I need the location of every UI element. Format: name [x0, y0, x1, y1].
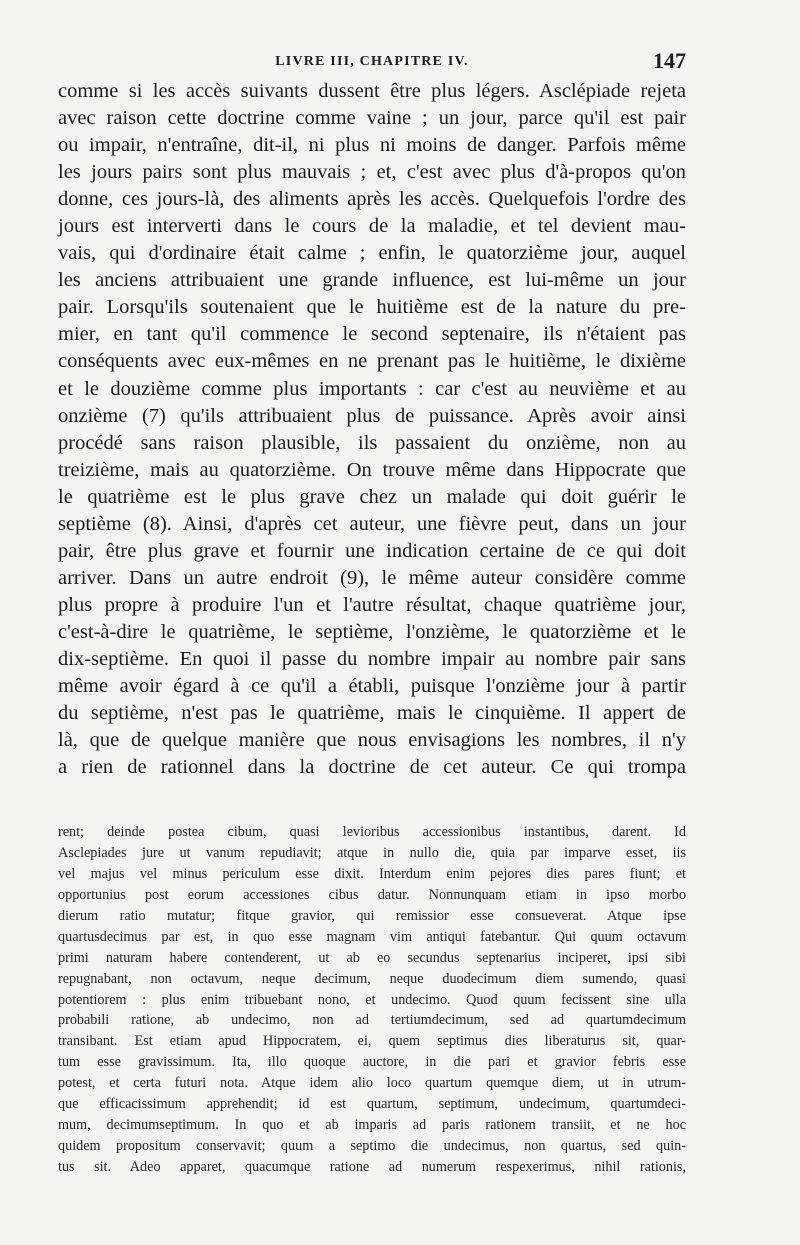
page-number: 147 — [653, 48, 686, 73]
footnote-line: opportunius post eorum accessiones cibus datur. Nonnunquam etiam in ipso morbo — [58, 886, 686, 903]
text-line: septième (8). Ainsi, d'après cet auteur, une fièvre peut, dans un jour — [58, 512, 686, 535]
running-head: LIVRE III, CHAPITRE IV. — [275, 54, 469, 69]
footnote-line: quartusdecimus par est, in quo esse magnam vim antiqui fatebantur. Qui quum octavum — [58, 928, 686, 945]
latin-footnotes — [58, 822, 686, 1178]
text-line: c'est-à-dire le quatrième, le septième, l'onzième, le quatorzième et le — [58, 620, 686, 643]
footnote-line: potentiorem : plus enim tribuebant nono, et undecimo. Quod quum fecissent sine ulla — [58, 991, 686, 1008]
text-line: a rien de rationnel dans la doctrine de cet auteur. Ce qui trompa — [58, 756, 686, 779]
text-line: jours est interverti dans le cours de la maladie, et tel devient mau- — [58, 215, 686, 238]
footnote-line: potest, et certa futuri nota. Atque idem alio loco quartum quemque diem, ut in utrum- — [58, 1075, 686, 1092]
main-text-body — [58, 78, 686, 781]
text-line: comme si les accès suivants dussent être plus légers. Asclépiade rejeta — [58, 80, 686, 102]
text-line: arriver. Dans un autre endroit (9), le même auteur considère comme — [58, 566, 686, 589]
text-line: conséquents avec eux-mêmes en ne prenant pas le huitième, le dixième — [58, 350, 686, 373]
text-line: plus propre à produire l'un et l'autre résultat, chaque quatrième jour, — [58, 593, 686, 616]
footnote-line: vel majus vel minus periculum esse dixit. Interdum enim pejores dies pares fiunt; et — [58, 865, 686, 882]
text-line: là, que de quelque manière que nous envisagions les nombres, il n'y — [58, 729, 686, 752]
footnote-line: mum, decimumseptimum. In quo et ab imparis ad paris rationem transiit, et ne hoc — [58, 1117, 686, 1134]
text-line: le quatrième est le plus grave chez un malade qui doit guérir le — [58, 485, 686, 508]
text-line: treizième, mais au quatorzième. On trouve même dans Hippocrate que — [58, 458, 686, 481]
text-line: pair. Lorsqu'ils soutenaient que le huitième est de la nature du pre- — [58, 296, 686, 319]
text-line: les anciens attribuaient une grande influence, est lui-même un jour — [58, 269, 686, 292]
text-line: pair, être plus grave et fournir une indication certaine de ce qui doit — [58, 539, 686, 562]
text-line: procédé sans raison plausible, ils passaient du onzième, non au — [58, 431, 686, 454]
footnote-line: tus sit. Adeo apparet, quacumque ratione ad numerum respexerimus, nihil rationis, — [58, 1159, 686, 1175]
text-line: ou impair, n'entraîne, dit-il, ni plus ni moins de danger. Parfois même — [58, 134, 686, 157]
text-line: les jours pairs sont plus mauvais ; et, c'est avec plus d'à-propos qu'on — [58, 161, 686, 184]
text-line: du septième, n'est pas le quatrième, mais le cinquième. Il appert de — [58, 702, 686, 725]
footnote-line: tum esse gravissimum. Ita, illo quoque auctore, in die pari et gravior febris esse — [58, 1054, 686, 1071]
text-line: dix-septième. En quoi il passe du nombre impair au nombre pair sans — [58, 647, 686, 670]
footnote-line: transibant. Est etiam apud Hippocratem, ei, quem septimus dies liberaturus sit, quar- — [58, 1033, 686, 1050]
footnote-line: primi naturam habere contenderent, ut ab eo secundus septenarius inciperet, ipsi sibi — [58, 949, 686, 966]
footnote-line: dierum ratio mutatur; fitque gravior, qui remissior esse consueverat. Atque ipse — [58, 907, 686, 924]
footnote-line: rent; deinde postea cibum, quasi levioribus accessionibus instantibus, darent. Id — [58, 824, 686, 840]
text-line: vais, qui d'ordinaire était calme ; enfin, le quatorzième jour, auquel — [58, 242, 686, 265]
text-line: et le douzième comme plus importants : car c'est au neuvième et au — [58, 377, 686, 400]
text-line: onzième (7) qu'ils attribuaient plus de puissance. Après avoir ainsi — [58, 404, 686, 427]
footnote-line: que efficacissimum apprehendit; id est quartum, septimum, undecimum, quartumdeci- — [58, 1096, 686, 1113]
footnote-line: quidem propositum conservavit; quum a septimo die undecimus, non quartus, sed quin- — [58, 1138, 686, 1155]
footnote-line: repugnabant, non octavum, neque decimum, neque duodecimum diem sumendo, quasi — [58, 970, 686, 987]
page-header — [58, 48, 686, 78]
text-line: avec raison cette doctrine comme vaine ; un jour, parce qu'il est pair — [58, 107, 686, 130]
footnote-line: probabili ratione, ab undecimo, non ad tertiumdecimum, sed ad quartumdecimum — [58, 1012, 686, 1029]
text-line: mier, en tant qu'il commence le second septenaire, ils n'étaient pas — [58, 323, 686, 346]
footnote-line: Asclepiades jure ut vanum repudiavit; atque in nullo die, quia par imparve esset, iis — [58, 844, 686, 861]
text-line: donne, ces jours-là, des aliments après les accès. Quelquefois l'ordre des — [58, 188, 686, 211]
text-line: même avoir égard à ce qu'il a établi, puisque l'onzième jour à partir — [58, 675, 686, 698]
